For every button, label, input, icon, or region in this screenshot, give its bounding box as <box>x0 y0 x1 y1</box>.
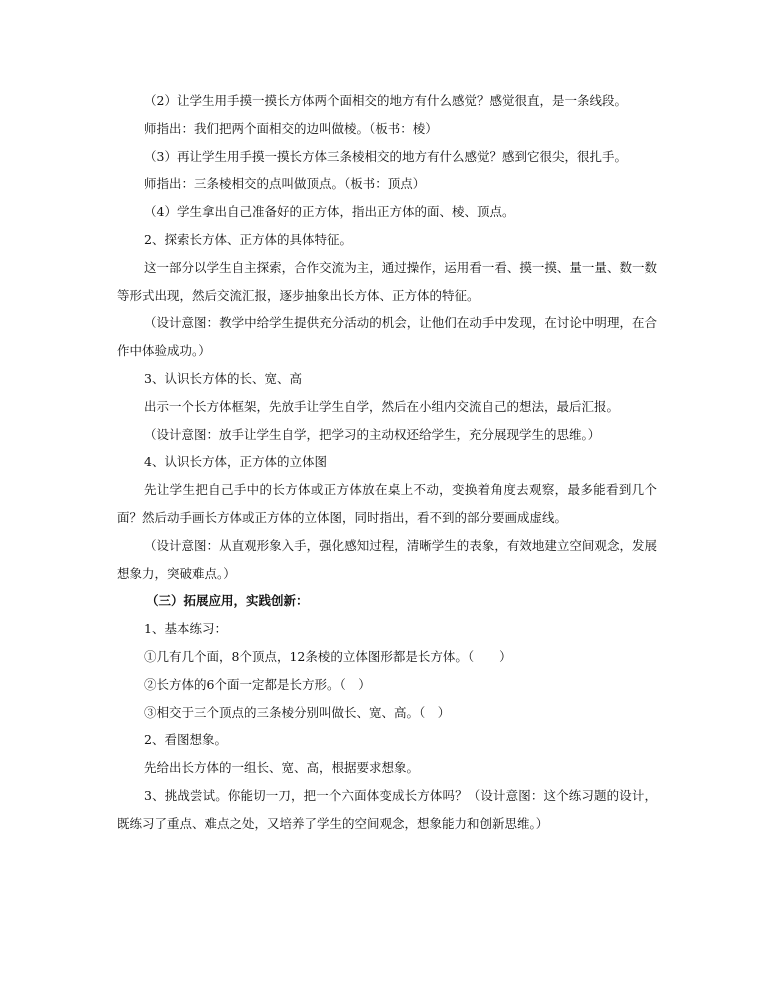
paragraph-explore-method: 这一部分以学生自主探索，合作交流为主，通过操作，运用看一看、摸一摸、量一量、数一数等形式出现，然后交流汇报，逐步抽象出长方体、正方体的特征。 <box>117 259 657 303</box>
paragraph-teacher-vertex: 师指出：三条棱相交的点叫做顶点。（板书：顶点） <box>144 176 426 192</box>
paragraph-teacher-edge: 师指出：我们把两个面相交的边叫做棱。（板书：棱） <box>144 120 438 136</box>
paragraph-imagine-instruction: 先给出长方体的一组长、宽、高，根据要求想象。 <box>144 760 420 776</box>
paragraph-design-intent-2: （设计意图：放手让学生自学，把学习的主动权还给学生，充分展现学生的思维。） <box>144 426 601 442</box>
section-heading-3d-drawing: 4、认识长方体，正方体的立体图 <box>144 454 327 470</box>
paragraph-observe-draw: 先让学生把自己手中的长方体或正方体放在桌上不动，变换着角度去观察，最多能看到几个面？然后动手画长方体或正方体的立体图，同时指出，看不到的部分要画成虚线。 <box>117 482 657 525</box>
paragraph-step-4-cube: （4）学生拿出自己准备好的正方体，指出正方体的面、棱、顶点。 <box>144 204 515 220</box>
paragraph-step-3-touch-vertex: （3）再让学生用手摸一摸长方体三条棱相交的地方有什么感觉？感到它很尖，很扎手。 <box>144 148 627 164</box>
paragraph-step-2-touch-edges: （2）让学生用手摸一摸长方体两个面相交的地方有什么感觉？感觉很直，是一条线段。 <box>144 93 627 108</box>
section-heading-extend-apply: （三）拓展应用，实践创新： <box>146 593 309 609</box>
exercise-item-3: ③相交于三个顶点的三条棱分别叫做长、宽、高。（ ） <box>144 704 451 720</box>
paragraph-show-frame: 出示一个长方体框架，先放手让学生自学，然后在小组内交流自己的想法，最后汇报。 <box>144 398 620 414</box>
section-heading-length-width-height: 3、认识长方体的长、宽、高 <box>144 370 302 386</box>
exercise-item-2: ②长方体的6个面一定都是长方形。（ ） <box>144 676 371 692</box>
paragraph-challenge: 3、挑战尝试。你能切一刀，把一个六面体变成长方体吗？（设计意图：这个练习题的设计，既练习了重点、难点之处，又培养了学生的空间观念，想象能力和创新思维。） <box>117 787 657 831</box>
paragraph-design-intent-3: （设计意图：从直观形象入手，强化感知过程，清晰学生的表象，有效地建立空间观念，发展想象力，突破难点。） <box>117 537 657 581</box>
section-heading-basic-practice: 1、基本练习： <box>144 621 227 637</box>
exercise-item-1: ①几有几个面，8个顶点，12条棱的立体图形都是长方体。（ ） <box>144 648 512 664</box>
paragraph-design-intent-1: （设计意图：教学中给学生提供充分活动的机会，让他们在动手中发现，在讨论中明理，在合作中体验成功。） <box>117 315 657 359</box>
section-heading-imagine: 2、看图想象。 <box>144 732 227 748</box>
document-body <box>117 87 657 838</box>
section-heading-explore-features: 2、探索长方体、正方体的具体特征。 <box>144 231 352 247</box>
